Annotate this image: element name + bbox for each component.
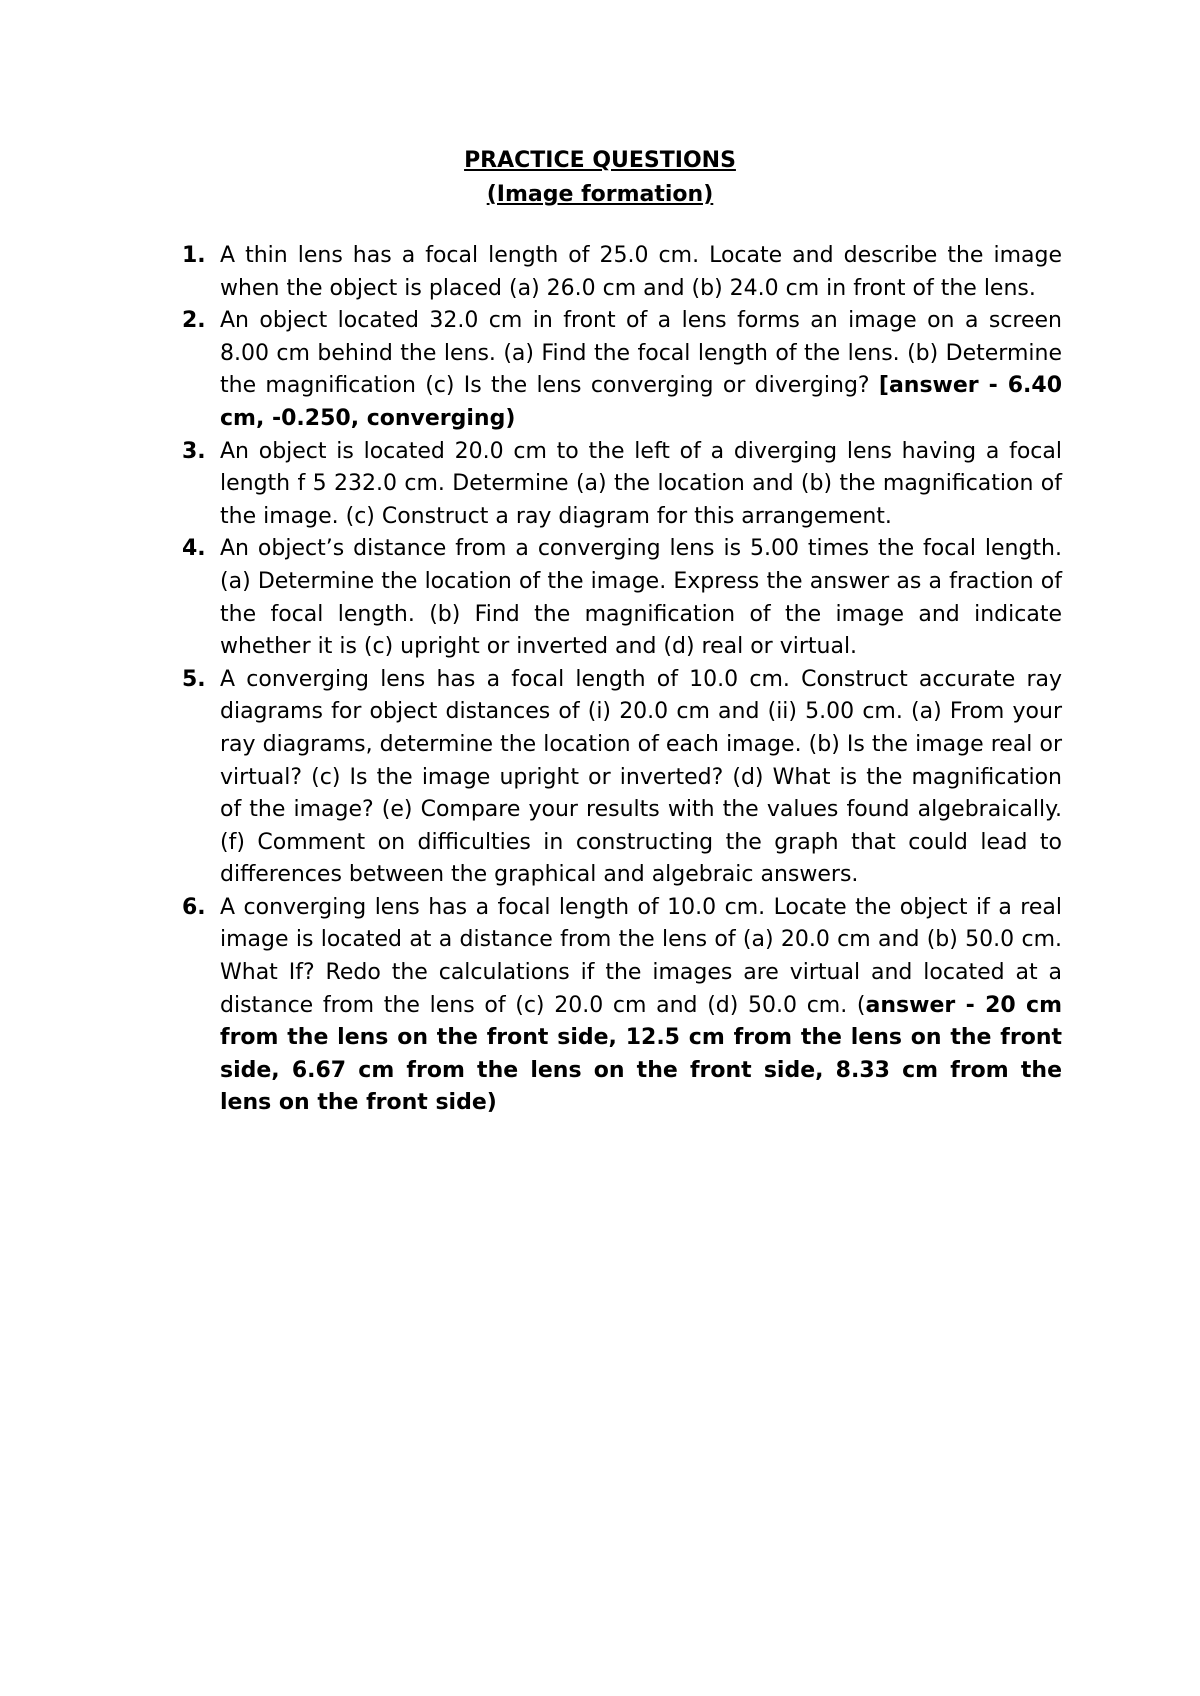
question-text: An object located 32.0 cm in front of a lens forms an image on a screen 8.00 cm behind the lens. (a) Find the focal length of the lens. (b) Determine the magnification (c) Is the lens converging or diverging?	[220, 308, 1062, 399]
question-item	[182, 436, 1062, 534]
question-item	[182, 240, 1062, 305]
question-number: 5.	[182, 666, 206, 692]
question-number: 2.	[182, 308, 206, 334]
question-answer: [answer - 6.40 cm, -0.250, converging)	[220, 373, 1062, 431]
question-answer: answer - 20 cm from the lens on the front side, 12.5 cm from the lens on the front side, 6.67 cm from the lens on the front side, 8.33 cm from the lens on the front side)	[220, 992, 1063, 1116]
question-text: An object’s distance from a converging lens is 5.00 times the focal length. (a) Determine the location of the image. Express the answer as a fraction of the focal length. (b) Find the magnification of the image and indicate whether it is (c) upright or inverted and (d) real or virtual.	[220, 536, 1062, 660]
question-number: 1.	[182, 243, 206, 268]
question-number: 3.	[182, 438, 206, 464]
question-text: A converging lens has a focal length of 10.0 cm. Locate the object if a real image is located at a distance from the lens of (a) 20.0 cm and (b) 50.0 cm. What If? Redo the calculations if the images are virtual and located at a distance from the lens of (c) 20.0 cm and (d) 50.0 cm. (	[220, 894, 1062, 1018]
question-item	[182, 664, 1062, 892]
question-number: 6.	[182, 894, 206, 920]
question-text: An object is located 20.0 cm to the left of a diverging lens having a focal length f 5 232.0 cm. Determine (a) the location and (b) the magnification of the image. (c) Construct a ray diagram for this arrangement.	[220, 438, 1062, 529]
question-item	[182, 892, 1062, 1120]
question-item	[182, 533, 1062, 663]
question-text: A thin lens has a focal length of 25.0 cm. Locate and describe the image when the object is placed (a) 26.0 cm and (b) 24.0 cm in front of the lens.	[220, 243, 1062, 301]
question-number: 4.	[182, 536, 206, 562]
page-title: PRACTICE QUESTIONS	[464, 148, 736, 173]
question-list	[182, 240, 1062, 1120]
question-text: A converging lens has a focal length of 10.0 cm. Construct accurate ray diagrams for object distances of (i) 20.0 cm and (ii) 5.00 cm. (a) From your ray diagrams, determine the location of each image. (b) Is the image real or virtual? (c) Is the image upright or inverted? (d) What is the magnification of the image? (e) Compare your results with the values found algebraically. (f) Comment on difficulties in constructing the graph that could lead to differences between the graphical and algebraic answers.	[220, 666, 1062, 888]
page-subtitle: (Image formation)	[486, 182, 714, 207]
question-item	[182, 305, 1062, 435]
